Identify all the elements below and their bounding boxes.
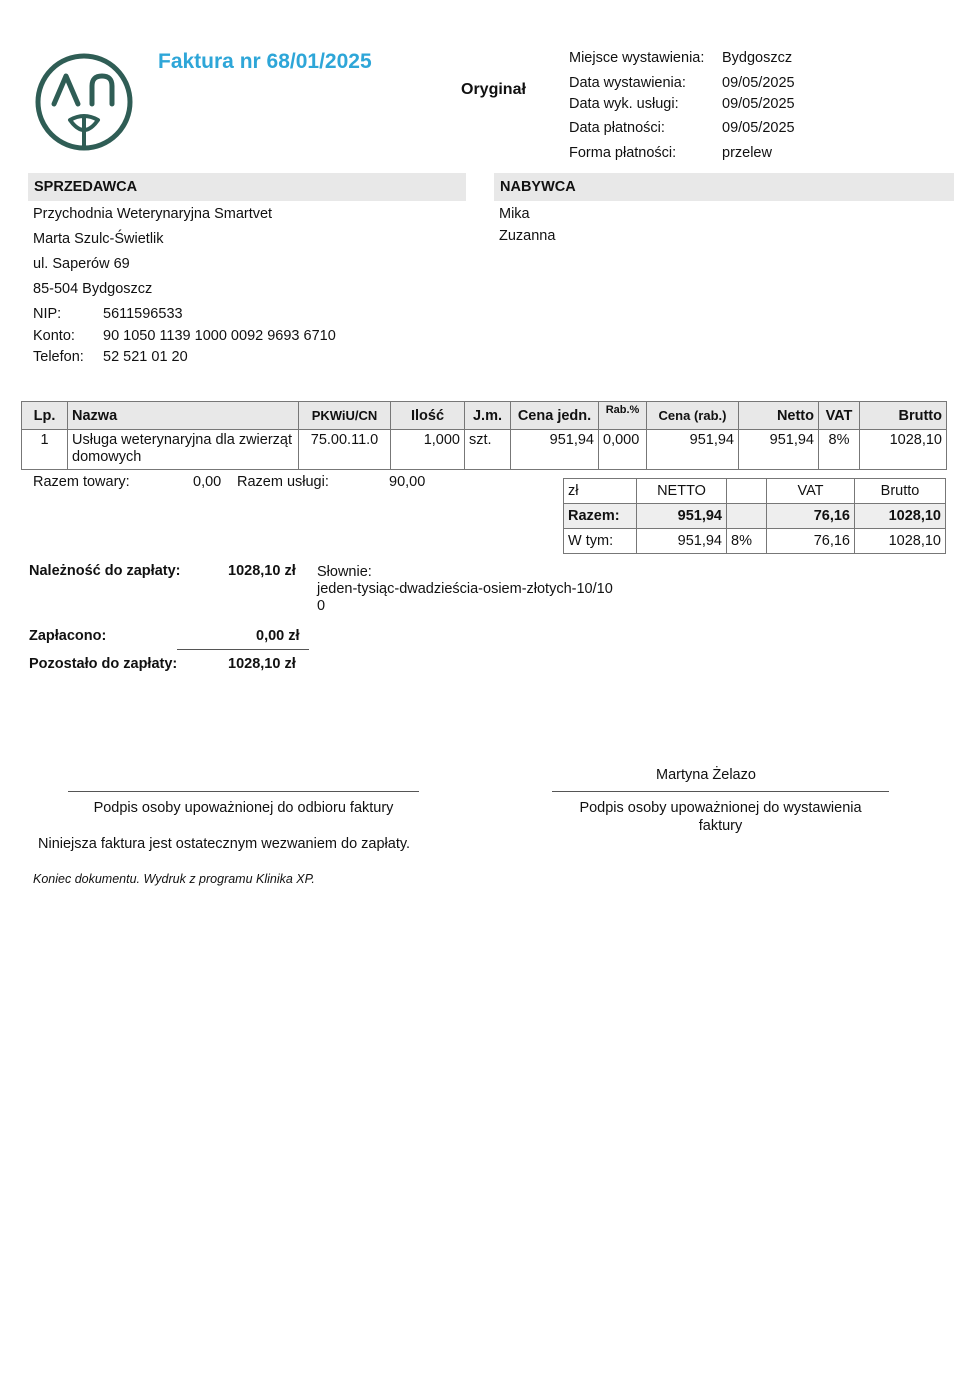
end-note: Koniec dokumentu. Wydruk z programu Klinika XP.: [33, 872, 315, 886]
col-header: Cena jedn.: [511, 402, 599, 430]
meta-value: 09/05/2025: [722, 75, 795, 91]
seller-nip-label: NIP:: [33, 306, 62, 322]
copy-label: Oryginał: [461, 81, 526, 98]
col-header: Lp.: [22, 402, 68, 430]
invoice-title: Faktura nr 68/01/2025: [158, 50, 372, 73]
summary-currency: zł: [564, 479, 637, 504]
services-label: Razem usługi:: [237, 474, 329, 490]
cell-vat: 8%: [819, 430, 860, 470]
issuer-caption-1: Podpis osoby upoważnionej do wystawienia: [579, 800, 862, 816]
summary-total-row: [564, 504, 946, 529]
summary-header-row: [564, 479, 946, 504]
cell-discount: 0,000: [599, 430, 647, 470]
issuer-caption-2: faktury: [698, 818, 743, 834]
col-header: Netto: [739, 402, 819, 430]
seller-line: Marta Szulc-Świetlik: [33, 231, 164, 247]
seller-phone: 52 521 01 20: [103, 349, 188, 365]
cell-net: 951,94: [739, 430, 819, 470]
meta-value: 09/05/2025: [722, 120, 795, 136]
items-header-row: [22, 402, 947, 430]
receiver-caption: Podpis osoby upoważnionej do odbioru faktury: [93, 800, 394, 816]
col-header: Ilość: [391, 402, 465, 430]
col-header: J.m.: [465, 402, 511, 430]
summary-net-header: NETTO: [637, 479, 727, 504]
meta-value: 09/05/2025: [722, 96, 795, 112]
items-table: [21, 401, 947, 470]
summary-total-label: Razem:: [564, 504, 637, 529]
seller-nip: 5611596533: [103, 306, 183, 322]
summary-empty: [727, 479, 767, 504]
paid-label: Zapłacono:: [29, 628, 107, 644]
col-header: Rab.%: [599, 402, 647, 430]
summary-ow-vat: 76,16: [767, 529, 855, 554]
goods-label: Razem towary:: [33, 474, 130, 490]
meta-value: Bydgoszcz: [722, 50, 793, 66]
summary-ow-rate: 8%: [727, 529, 767, 554]
seller-account-label: Konto:: [33, 328, 75, 344]
seller-line: ul. Saperów 69: [33, 256, 130, 272]
seller-line: 85-504 Bydgoszcz: [33, 281, 153, 297]
col-header: PKWiU/CN: [299, 402, 391, 430]
col-header: Cena (rab.): [647, 402, 739, 430]
due-amount: 1028,10 zł: [228, 563, 296, 579]
summary-ow-gross: 1028,10: [855, 529, 946, 554]
due-label: Należność do zapłaty:: [29, 563, 181, 579]
cell-qty: 1,000: [391, 430, 465, 470]
cell-pkwiu: 75.00.11.0: [299, 430, 391, 470]
col-header: VAT: [819, 402, 860, 430]
remaining-label: Pozostało do zapłaty:: [29, 656, 178, 672]
seller-heading: SPRZEDAWCA: [28, 173, 466, 201]
meta-label: Data płatności:: [569, 120, 665, 136]
buyer-line: Mika: [499, 206, 530, 222]
summary-of-which-row: [564, 529, 946, 554]
summary-of-which-label: W tym:: [564, 529, 637, 554]
words-line-2: 0: [317, 598, 326, 614]
paid-amount: 0,00 zł: [256, 628, 300, 644]
services-value: 90,00: [389, 474, 426, 490]
paid-divider: [177, 649, 309, 650]
table-row: [22, 430, 947, 470]
col-header: Nazwa: [68, 402, 299, 430]
summary-vat-header: VAT: [767, 479, 855, 504]
receiver-signature-line: [68, 791, 419, 792]
summary-total-vat: 76,16: [767, 504, 855, 529]
seller-line: Przychodnia Weterynaryjna Smartvet: [33, 206, 273, 222]
vat-summary-table: [563, 478, 946, 554]
cell-unit: szt.: [465, 430, 511, 470]
meta-label: Forma płatności:: [569, 145, 677, 161]
clinic-logo: [34, 52, 134, 154]
meta-label: Data wyk. usługi:: [569, 96, 679, 112]
cell-price-disc: 951,94: [647, 430, 739, 470]
meta-value: przelew: [722, 145, 772, 161]
words-label: Słownie:: [317, 564, 372, 580]
summary-empty: [727, 504, 767, 529]
meta-label: Miejsce wystawienia:: [569, 50, 705, 66]
summary-gross-header: Brutto: [855, 479, 946, 504]
cell-name: Usługa weterynaryjna dla zwierząt domowych: [68, 430, 299, 470]
col-header: Brutto: [860, 402, 947, 430]
goods-value: 0,00: [193, 474, 222, 490]
buyer-heading: NABYWCA: [494, 173, 954, 201]
summary-total-gross: 1028,10: [855, 504, 946, 529]
cell-price: 951,94: [511, 430, 599, 470]
issuer-name: Martyna Żelazo: [656, 767, 756, 783]
words-line-1: jeden-tysiąc-dwadzieścia-osiem-złotych-10/10: [317, 581, 613, 597]
issuer-signature-line: [552, 791, 889, 792]
buyer-line: Zuzanna: [499, 228, 556, 244]
summary-ow-net: 951,94: [637, 529, 727, 554]
meta-label: Data wystawienia:: [569, 75, 686, 91]
seller-phone-label: Telefon:: [33, 349, 84, 365]
seller-account: 90 1050 1139 1000 0092 9693 6710: [103, 328, 336, 344]
cell-lp: 1: [22, 430, 68, 470]
summary-total-net: 951,94: [637, 504, 727, 529]
final-notice: Niniejsza faktura jest ostatecznym wezwaniem do zapłaty.: [38, 836, 411, 852]
remaining-amount: 1028,10 zł: [228, 656, 296, 672]
cell-gross: 1028,10: [860, 430, 947, 470]
